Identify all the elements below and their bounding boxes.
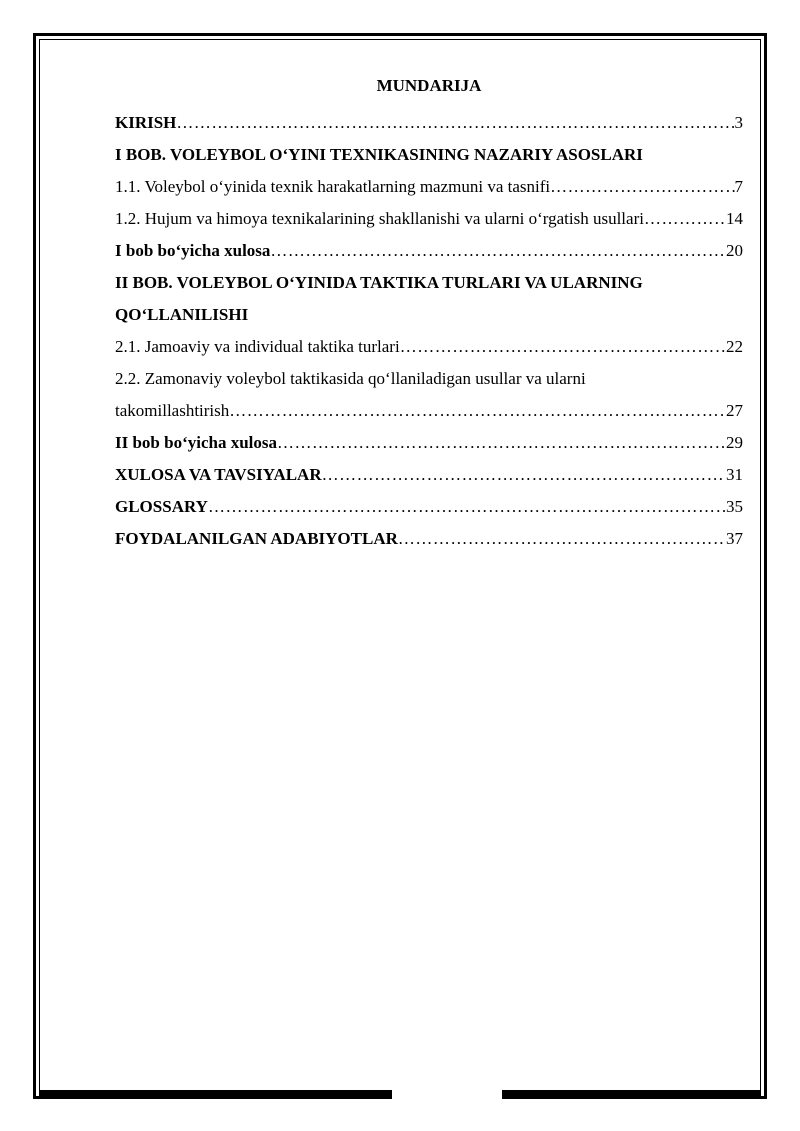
toc-entry-references[interactable] — [115, 523, 743, 555]
toc-entry-conclusion[interactable] — [115, 459, 743, 491]
toc-entry-label: II bob bo‘yicha xulosa — [115, 433, 278, 452]
dot-leader — [277, 427, 726, 459]
bottom-rule-right — [502, 1090, 761, 1096]
dot-leader — [176, 107, 734, 139]
toc-entry-page: 35 — [726, 497, 743, 516]
toc-entry-label: I bob bo‘yicha xulosa — [115, 241, 271, 260]
toc-entry-page: 14 — [726, 209, 743, 228]
toc-entry-page: 37 — [726, 529, 743, 548]
toc-entry-page: 31 — [726, 465, 743, 484]
table-of-contents — [115, 76, 743, 555]
toc-entry-page: 3 — [734, 113, 743, 132]
toc-entry-1-2[interactable] — [115, 203, 743, 235]
dot-leader — [208, 491, 726, 523]
toc-chapter-2-heading-line1[interactable]: II BOB. VOLEYBOL O‘YINIDA TAKTIKA TURLARI VA ULARNING — [115, 273, 643, 292]
toc-entry-label: GLOSSARY — [115, 497, 208, 516]
toc-entry-page: 20 — [726, 241, 743, 260]
toc-title: MUNDARIJA — [376, 76, 482, 95]
toc-entry-label: FOYDALANILGAN ADABIYOTLAR — [115, 529, 398, 548]
bottom-border-gap — [392, 1090, 502, 1104]
toc-entry-page: 29 — [726, 433, 743, 452]
toc-entry-2-2-line1[interactable]: 2.2. Zamonaviy voleybol taktikasida qo‘llaniladigan usullar va ularni — [115, 369, 586, 388]
toc-entry-2-1[interactable] — [115, 331, 743, 363]
toc-entry-label: XULOSA VA TAVSIYALAR — [115, 465, 322, 484]
toc-entry-kirish[interactable] — [115, 107, 743, 139]
toc-entry-chapter-2-summary[interactable] — [115, 427, 743, 459]
toc-entry-label: KIRISH — [115, 113, 177, 132]
toc-entry-page: 27 — [726, 401, 743, 420]
dot-leader — [322, 459, 726, 491]
toc-chapter-1-heading[interactable]: I BOB. VOLEYBOL O‘YINI TEXNIKASINING NAZARIY ASOSLARI — [115, 145, 643, 164]
toc-entry-glossary[interactable] — [115, 491, 743, 523]
dot-leader — [270, 235, 726, 267]
toc-entry-label: 1.2. Hujum va himoya texnikalarining shakllanishi va ularni o‘rgatish usullari — [115, 209, 644, 228]
toc-entry-chapter-1-summary[interactable] — [115, 235, 743, 267]
dot-leader — [644, 203, 726, 235]
toc-entry-page: 7 — [734, 177, 743, 196]
toc-entry-2-2-line2[interactable] — [115, 395, 743, 427]
toc-entry-label: takomillashtirish — [115, 401, 230, 420]
bottom-rule-left — [39, 1090, 392, 1096]
dot-leader — [229, 395, 726, 427]
toc-entry-1-1[interactable] — [115, 171, 743, 203]
toc-entry-label: 1.1. Voleybol o‘yinida texnik harakatlarning mazmuni va tasnifi — [115, 177, 551, 196]
toc-entry-page: 22 — [726, 337, 743, 356]
toc-chapter-2-heading-line2[interactable]: QO‘LLANILISHI — [115, 305, 249, 324]
dot-leader — [398, 523, 726, 555]
toc-entry-label: 2.1. Jamoaviy va individual taktika turlari — [115, 337, 400, 356]
dot-leader — [550, 171, 734, 203]
dot-leader — [400, 331, 726, 363]
